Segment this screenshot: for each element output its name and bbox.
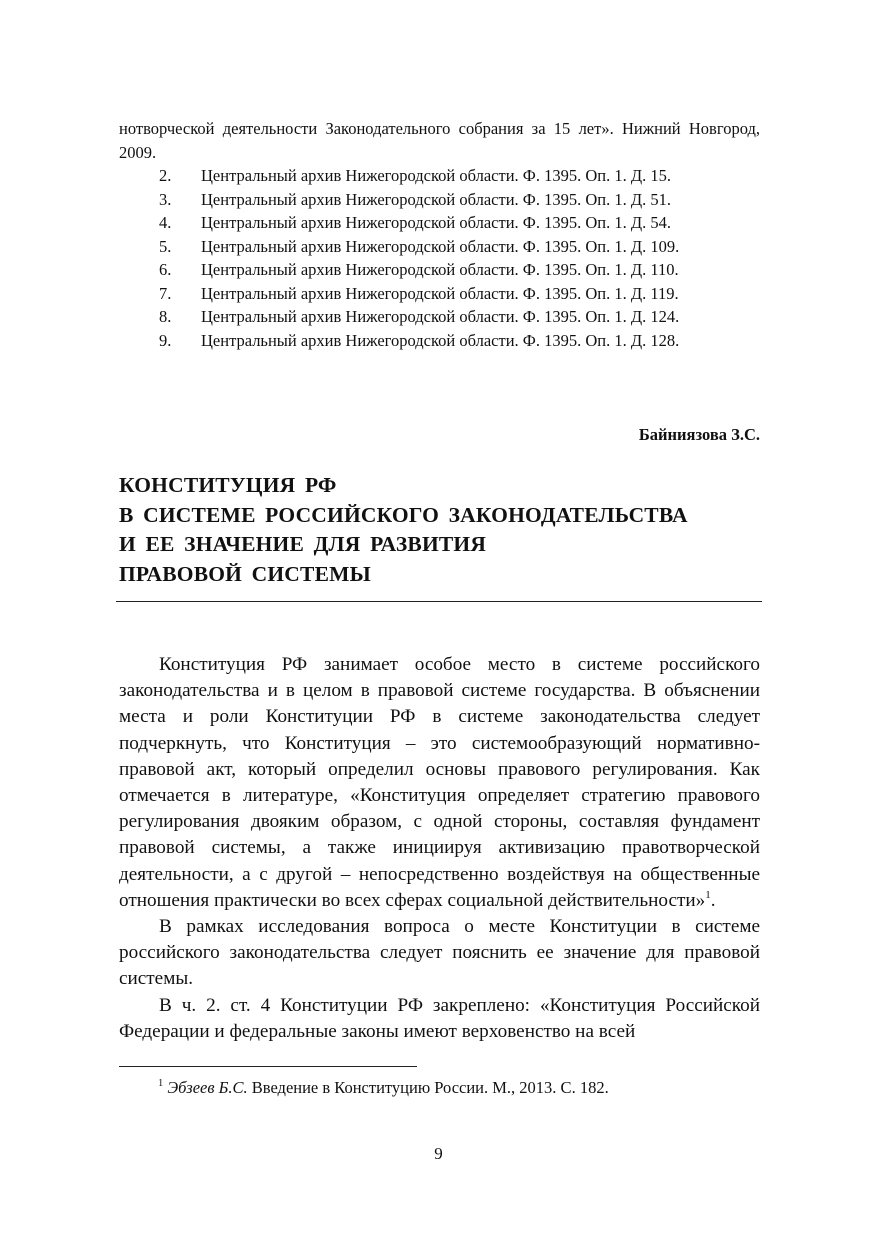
article-body <box>119 652 760 1045</box>
body-paragraph <box>119 652 760 914</box>
reference-number: 6. <box>159 260 172 279</box>
article-title <box>119 471 779 589</box>
reference-text: Центральный архив Нижегородской области. Ф. 1395. Оп. 1. Д. 51. <box>201 189 671 209</box>
reference-text: Центральный архив Нижегородской области. Ф. 1395. Оп. 1. Д. 124. <box>201 307 680 326</box>
paragraph-text: В ч. 2. ст. 4 Конституции РФ закреплено: «Конституция Российской Федерации и федеральные законы имеют верховенство на всей <box>119 994 760 1042</box>
paragraph-text: В рамках исследования вопроса о месте Конституции в системе российского законодательства следует пояснить ее значение для правовой системы. <box>119 916 760 990</box>
reference-number: 7. <box>159 283 172 303</box>
reference-continuation: нотворческой деятельности Законодательного собрания за 15 лет». Нижний Новгород, 2009. <box>119 119 760 162</box>
page-number: 9 <box>434 1144 443 1163</box>
title-line: И ЕЕ ЗНАЧЕНИЕ ДЛЯ РАЗВИТИЯ <box>119 532 487 557</box>
footnote <box>158 1077 609 1099</box>
reference-number: 4. <box>159 213 172 232</box>
reference-text: Центральный архив Нижегородской области. Ф. 1395. Оп. 1. Д. 128. <box>201 330 680 350</box>
reference-number: 2. <box>159 166 172 185</box>
reference-number: 8. <box>159 307 172 326</box>
article-author: Байниязова З.С. <box>638 425 760 444</box>
reference-list-section <box>119 117 760 352</box>
footnote-mark: 1 <box>158 1078 164 1089</box>
reference-number: 3. <box>159 189 172 209</box>
reference-text: Центральный архив Нижегородской области. Ф. 1395. Оп. 1. Д. 110. <box>201 260 679 279</box>
reference-text: Центральный архив Нижегородской области. Ф. 1395. Оп. 1. Д. 119. <box>201 283 679 303</box>
body-paragraph <box>119 914 760 993</box>
reference-text: Центральный архив Нижегородской области. Ф. 1395. Оп. 1. Д. 54. <box>201 213 671 232</box>
reference-text: Центральный архив Нижегородской области. Ф. 1395. Оп. 1. Д. 15. <box>201 166 671 185</box>
title-line: В СИСТЕМЕ РОССИЙСКОГО ЗАКОНОДАТЕЛЬСТВА <box>119 502 688 527</box>
reference-item <box>119 188 760 212</box>
title-divider <box>116 601 762 602</box>
paragraph-text: Конституция РФ занимает особое место в системе российского законодательства и в целом в правовой системе государства. В объяснении места и роли Конституции РФ в системе законодательства следует подчеркнуть, что Конституция – это системообразующий нормативно-правовой акт, который определил основы правового регулирования. Как отмечается в литературе, «Конституция определяет стратегию правового регулирования двояким образом, с одной стороны, составляя фундамент правовой системы, а также инициируя активизацию правотворческой деятельности, а с другой – непосредственно воздействуя на общественные отношения практически во всех сферах социальной действительности» <box>119 654 760 911</box>
reference-item <box>119 164 760 188</box>
reference-item <box>119 258 760 282</box>
reference-number: 5. <box>159 236 172 256</box>
title-line: КОНСТИТУЦИЯ РФ <box>119 473 337 497</box>
reference-item <box>119 329 760 353</box>
title-line: ПРАВОВОЙ СИСТЕМЫ <box>119 561 371 586</box>
reference-number: 9. <box>159 330 172 350</box>
body-paragraph <box>119 993 760 1045</box>
reference-item <box>119 211 760 235</box>
reference-list <box>119 164 760 352</box>
reference-item <box>119 235 760 259</box>
footnote-text: Введение в Конституцию России. М., 2013. С. 182. <box>247 1078 609 1097</box>
paragraph-end: . <box>710 889 716 911</box>
footnote-author: Эбзеев Б.С. <box>167 1078 248 1097</box>
reference-item <box>119 282 760 306</box>
footnote-divider <box>119 1066 417 1067</box>
footnote-reference[interactable]: 1 <box>705 888 711 901</box>
reference-item <box>119 305 760 329</box>
reference-text: Центральный архив Нижегородской области. Ф. 1395. Оп. 1. Д. 109. <box>201 236 680 256</box>
